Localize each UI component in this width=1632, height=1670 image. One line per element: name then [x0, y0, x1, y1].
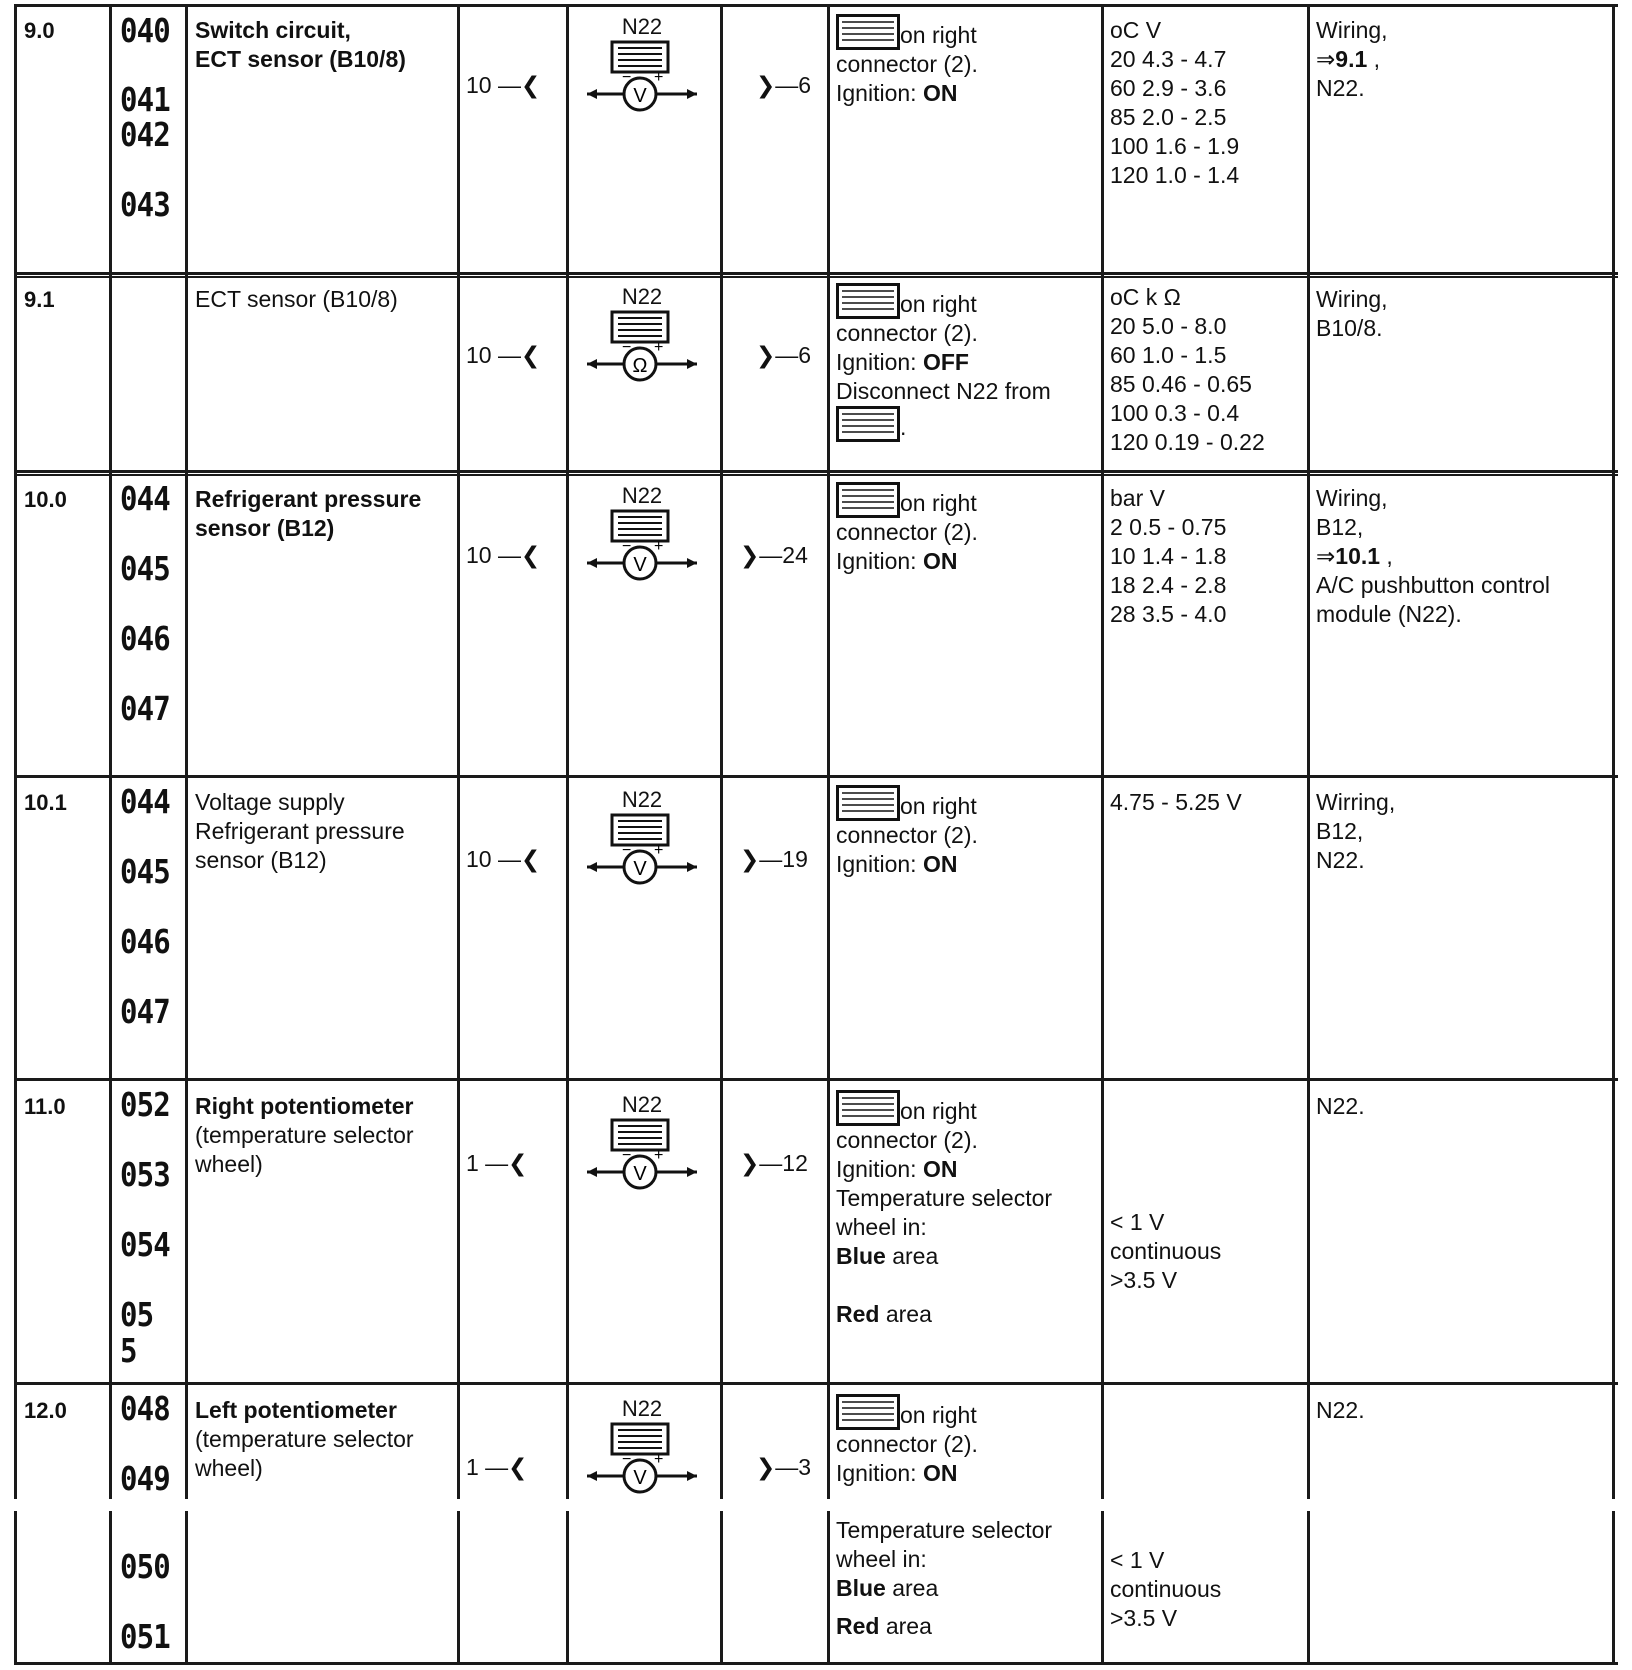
connector-box-icon: [836, 1394, 900, 1430]
fault-code: 044: [120, 782, 170, 821]
column-divider: [720, 1511, 723, 1665]
test-conditions: Temperature selector wheel in: Blue area Red area: [836, 1517, 1053, 1639]
test-conditions: on right connector (2). Ignition: ON: [836, 1394, 978, 1496]
column-divider: [566, 1511, 569, 1665]
meter-symbol: N22 V − +: [582, 1092, 702, 1203]
connector-box-icon: [836, 1090, 900, 1126]
table-border-bottom: [14, 1662, 1618, 1665]
pin-left: 10 —❮: [466, 846, 541, 872]
fault-code: 041: [120, 80, 170, 119]
fault-code: 042: [120, 115, 170, 154]
svg-text:−: −: [622, 538, 632, 555]
test-conditions: on right connector (2). Ignition: OFF Disconnect N22 from .: [836, 283, 1051, 442]
column-divider: [1101, 4, 1104, 1499]
svg-text:Ω: Ω: [632, 355, 648, 377]
table-border-top: [14, 4, 1618, 7]
meter-symbol: N22 Ω − +: [582, 284, 702, 395]
test-title: Switch circuit, ECT sensor (B10/8): [195, 17, 406, 72]
fault-code: 045: [120, 549, 170, 588]
specified-values: oC V 20 4.3 - 4.7 60 2.9 - 3.6 85 2.0 - 2.5 100 1.6 - 1.9 120 1.0 - 1.4: [1110, 17, 1240, 188]
column-divider: [185, 4, 188, 1499]
column-divider: [720, 4, 723, 1499]
possible-cause: N22.: [1316, 1093, 1365, 1119]
fault-code: 043: [120, 185, 170, 224]
svg-text:−: −: [622, 1147, 632, 1164]
test-conditions: on right connector (2). Ignition: ON Temperature selector wheel in: Blue area Red area: [836, 1090, 1052, 1329]
fault-code: 044: [120, 479, 170, 518]
fault-code: 5: [120, 1331, 137, 1370]
svg-text:−: −: [622, 1451, 632, 1468]
fault-code: 050: [120, 1547, 170, 1586]
fault-code: 045: [120, 852, 170, 891]
row-divider: [14, 775, 1618, 778]
column-divider: [566, 4, 569, 1499]
pin-left: 1 —❮: [466, 1454, 528, 1480]
test-conditions: on right connector (2). Ignition: ON: [836, 785, 978, 879]
table-border-right: [1612, 1511, 1615, 1665]
test-conditions: on right connector (2). Ignition: ON: [836, 482, 978, 576]
row-divider: [14, 474, 1618, 476]
test-conditions: on right connector (2). Ignition: ON: [836, 14, 978, 108]
svg-text:V: V: [633, 1467, 647, 1489]
column-divider: [1101, 1511, 1104, 1665]
specified-values: bar V 2 0.5 - 0.75 10 1.4 - 1.8 18 2.4 - 2.8 28 3.5 - 4.0: [1110, 485, 1227, 627]
pin-right: ❯—12: [740, 1150, 808, 1176]
svg-text:+: +: [654, 842, 664, 859]
connector-box-icon: [836, 406, 900, 442]
voltmeter-icon: [582, 1422, 702, 1502]
column-divider: [457, 1511, 460, 1665]
fault-code: 049: [120, 1459, 170, 1498]
possible-cause: Wiring, B10/8.: [1316, 286, 1388, 341]
pin-right: ❯—6: [756, 72, 812, 98]
pin-right: ❯—6: [756, 342, 812, 368]
pin-left: 10 —❮: [466, 342, 541, 368]
possible-cause: Wiring, B12, ⇒10.1 , A/C pushbutton control module (N22).: [1316, 485, 1550, 627]
fault-code: 040: [120, 11, 170, 50]
meter-symbol: N22 V − +: [582, 1396, 702, 1507]
column-divider: [14, 1511, 17, 1665]
svg-text:−: −: [622, 69, 632, 86]
column-divider: [827, 4, 830, 1499]
column-divider: [827, 1511, 830, 1665]
fault-code: 047: [120, 992, 170, 1031]
svg-text:V: V: [633, 85, 647, 107]
svg-text:+: +: [654, 339, 664, 356]
svg-text:V: V: [633, 858, 647, 880]
fault-code: 052: [120, 1085, 170, 1124]
test-title: Refrigerant pressure sensor (B12): [195, 486, 422, 541]
svg-text:−: −: [622, 842, 632, 859]
row-divider: [14, 276, 1618, 278]
fault-code: 054: [120, 1225, 170, 1264]
column-divider: [109, 1511, 112, 1665]
svg-text:V: V: [633, 1163, 647, 1185]
svg-text:+: +: [654, 1451, 664, 1468]
connector-box-icon: [836, 283, 900, 319]
specified-values: oC k Ω 20 5.0 - 8.0 60 1.0 - 1.5 85 0.46 - 0.65 100 0.3 - 0.4 120 0.19 - 0.22: [1110, 284, 1265, 455]
meter-symbol: N22 V − +: [582, 14, 702, 125]
svg-text:+: +: [654, 69, 664, 86]
row-divider: [14, 272, 1618, 275]
column-divider: [457, 4, 460, 1499]
voltmeter-icon: [582, 40, 702, 120]
test-title: Left potentiometer (temperature selector wheel): [195, 1397, 414, 1481]
fault-code: 053: [120, 1155, 170, 1194]
pin-right: ❯—24: [740, 542, 808, 568]
ohmmeter-icon: [582, 310, 702, 390]
specified-values: 4.75 - 5.25 V: [1110, 789, 1242, 815]
fault-code: 051: [120, 1617, 170, 1656]
connector-box-icon: [836, 14, 900, 50]
pin-right: ❯—19: [740, 846, 808, 872]
svg-text:−: −: [622, 339, 632, 356]
pin-left: 1 —❮: [466, 1150, 528, 1176]
row-divider: [14, 470, 1618, 473]
fault-code: 05: [120, 1295, 154, 1334]
step-number: 9.1: [24, 287, 55, 312]
meter-symbol: N22 V − +: [582, 483, 702, 594]
fault-code: 047: [120, 689, 170, 728]
pin-left: 10 —❮: [466, 542, 541, 568]
svg-text:V: V: [633, 554, 647, 576]
specified-values: < 1 V continuous >3.5 V: [1110, 1209, 1222, 1293]
possible-cause: Wirring, B12, N22.: [1316, 789, 1396, 873]
voltmeter-icon: [582, 509, 702, 589]
step-number: 10.0: [24, 487, 67, 512]
pin-right: ❯—3: [756, 1454, 812, 1480]
connector-box-icon: [836, 785, 900, 821]
pin-left: 10 —❮: [466, 72, 541, 98]
column-divider: [1307, 1511, 1310, 1665]
fault-code: 046: [120, 619, 170, 658]
voltmeter-icon: [582, 1118, 702, 1198]
svg-text:+: +: [654, 538, 664, 555]
step-number: 9.0: [24, 18, 55, 43]
column-divider: [109, 4, 112, 1499]
step-number: 10.1: [24, 790, 67, 815]
column-divider: [14, 4, 17, 1499]
fault-code: 048: [120, 1389, 170, 1428]
possible-cause: N22.: [1316, 1397, 1365, 1423]
test-title: ECT sensor (B10/8): [195, 286, 398, 312]
table-border-right: [1612, 4, 1615, 1499]
fault-code: 046: [120, 922, 170, 961]
row-divider: [14, 1078, 1618, 1081]
column-divider: [1307, 4, 1310, 1499]
column-divider: [185, 1511, 188, 1665]
step-number: 12.0: [24, 1398, 67, 1423]
step-number: 11.0: [24, 1094, 66, 1119]
possible-cause: Wiring, ⇒9.1 , N22.: [1316, 17, 1388, 101]
svg-text:+: +: [654, 1147, 664, 1164]
connector-box-icon: [836, 482, 900, 518]
test-title: Voltage supply Refrigerant pressure sensor (B12): [195, 789, 405, 873]
row-divider: [14, 1382, 1618, 1385]
meter-symbol: N22 V − +: [582, 787, 702, 898]
voltmeter-icon: [582, 813, 702, 893]
test-title: Right potentiometer (temperature selector wheel): [195, 1093, 414, 1177]
specified-values: < 1 V continuous >3.5 V: [1110, 1547, 1222, 1631]
